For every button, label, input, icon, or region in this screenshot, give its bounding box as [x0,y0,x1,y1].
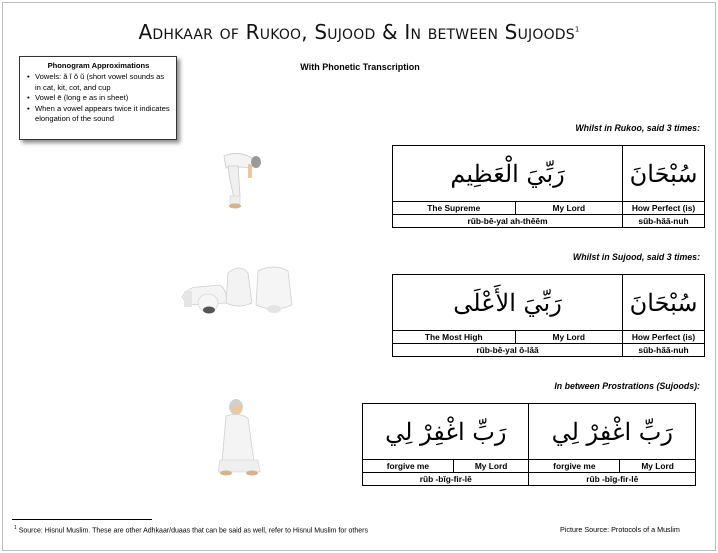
page-subtitle: With Phonetic Transcription [300,62,420,72]
transliteration-cell: rŭb-bē-yal ŏ-lăă [393,344,623,357]
gloss-cell: My Lord [453,460,529,473]
sujood-dua-table [392,274,705,357]
page-title [0,20,718,44]
arabic-phrase: رَبِّ اغْفِرْ لِي [529,404,696,460]
transliteration-cell: sŭb-hăă-nuh [623,344,705,357]
phonogram-box [19,56,177,140]
gloss-cell: forgive me [363,460,454,473]
gloss-cell: My Lord [515,202,623,215]
between-dua-table [362,403,696,486]
sujood-figure-image [178,263,306,321]
rukoo-section-label: Whilst in Rukoo, said 3 times: [575,123,700,133]
phonogram-item: • Vowels: ă ĭ ŏ ŭ (short vowel sounds as in cat, kit, cot, and cup [26,72,171,93]
footnote [14,525,368,534]
sitting-figure-image [214,398,266,478]
arabic-phrase: سُبْحَانَ [623,146,705,202]
arabic-phrase: رَبِّ اغْفِرْ لِي [363,404,529,460]
phonogram-item: • Vowel ē (long e as in sheet) [26,93,171,103]
arabic-phrase: سُبْحَانَ [623,275,705,331]
gloss-cell: The Most High [393,331,516,344]
page-title-text: Adhkaar of Rukoo, Sujood & In between Sujoods [138,20,575,44]
sujood-section-label: Whilst in Sujood, said 3 times: [572,252,700,262]
between-section-label: In between Prostrations (Sujoods): [554,381,700,391]
rukoo-figure-image [212,146,264,212]
footnote-divider [12,519,152,520]
footnote-text: Source: Hisnul Muslim. These are other Adhkaar/duaas that can be said as well, refer to Hisnul Muslim for others [16,527,368,535]
rukoo-dua-table [392,145,705,228]
picture-source: Picture Source: Protocols of a Muslim [560,525,680,534]
gloss-cell: The Supreme [393,202,516,215]
phonogram-title: Phonogram Approximations [47,61,150,70]
transliteration-cell: rŭb -bĭg-fir-lē [529,473,696,486]
transliteration-cell: rŭb-bē-yal ah-thēēm [393,215,623,228]
arabic-phrase: رَبِّيَ الأَعْلَى [393,275,623,331]
transliteration-cell: sŭb-hăă-nuh [623,215,705,228]
gloss-cell: forgive me [529,460,620,473]
gloss-cell: How Perfect (is) [623,331,705,344]
footnote-number: 1 [14,525,17,531]
gloss-cell: My Lord [515,331,623,344]
phonogram-list [26,72,171,124]
transliteration-cell: rŭb -bĭg-fir-lē [363,473,529,486]
phonogram-item: • When a vowel appears twice it indicates elongation of the sound [26,104,171,125]
gloss-cell: How Perfect (is) [623,202,705,215]
gloss-cell: My Lord [620,460,696,473]
arabic-phrase: رَبِّيَ الْعَظِيم [393,146,623,202]
title-footnote-marker: 1 [574,25,580,34]
